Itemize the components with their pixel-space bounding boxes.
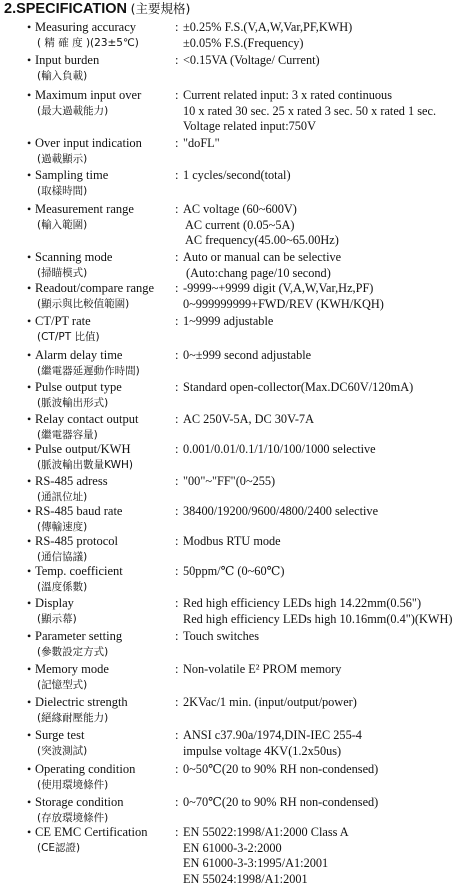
spec-value-line: "00"~"FF"(0~255) — [183, 474, 276, 488]
spec-value — [183, 314, 273, 330]
spec-value-line: EN 55024:1998/A1:2001 — [183, 871, 308, 886]
bullet-icon: • — [27, 168, 32, 182]
spec-colon: : — [175, 20, 179, 34]
spec-colon: : — [175, 53, 179, 67]
spec-value — [183, 88, 436, 135]
spec-value-line: (Auto:chang page/10 second) — [186, 265, 331, 280]
spec-label-en: Dielectric strength — [35, 695, 128, 709]
spec-label-zh: (記憶型式) — [37, 678, 88, 691]
spec-label-en: RS-485 adress — [35, 474, 108, 488]
spec-label — [35, 53, 99, 84]
spec-label-zh: (參數設定方式) — [37, 645, 109, 658]
spec-label — [35, 596, 77, 627]
spec-colon: : — [175, 250, 179, 264]
spec-value-line: "doFL" — [183, 136, 220, 150]
spec-value — [183, 728, 362, 759]
spec-colon: : — [175, 168, 179, 182]
spec-label-en: Relay contact output — [35, 412, 139, 426]
spec-value-line: 10 x rated 30 sec. 25 x rated 3 sec. 50 x rated 1 sec. — [183, 103, 437, 118]
spec-label-zh: (CE認證) — [37, 841, 81, 854]
spec-colon: : — [175, 474, 179, 488]
spec-label — [35, 564, 123, 595]
spec-value — [183, 442, 376, 458]
spec-value-line: 0~50℃(20 to 90% RH non-condensed) — [183, 762, 379, 776]
spec-label — [35, 250, 112, 281]
spec-label-en: Pulse output/KWH — [35, 442, 131, 456]
spec-label-zh: (通訊位址) — [37, 490, 88, 503]
spec-label-en: Storage condition — [35, 795, 124, 809]
spec-value — [183, 662, 341, 678]
spec-label-en: Temp. coefficient — [35, 564, 123, 578]
spec-value-line: 38400/19200/9600/4800/2400 selective — [183, 504, 379, 518]
spec-label — [35, 728, 87, 759]
spec-colon: : — [175, 136, 179, 150]
spec-label-zh: (顯示幕) — [37, 612, 77, 625]
spec-value — [183, 504, 378, 520]
spec-value-line: ANSI c37.90a/1974,DIN-IEC 255-4 — [183, 728, 362, 742]
spec-label — [35, 88, 141, 119]
bullet-icon: • — [27, 662, 32, 676]
spec-colon: : — [175, 662, 179, 676]
spec-value — [183, 474, 275, 490]
spec-value-line: Modbus RTU mode — [183, 534, 281, 548]
spec-label-en: RS-485 protocol — [35, 534, 118, 548]
spec-label-en: Sampling time — [35, 168, 109, 182]
spec-value — [183, 348, 311, 364]
bullet-icon: • — [27, 250, 32, 264]
spec-colon: : — [175, 795, 179, 809]
spec-value-line: AC frequency(45.00~65.00Hz) — [185, 233, 339, 247]
spec-value — [183, 412, 314, 428]
spec-label-zh: (過載顯示) — [37, 152, 88, 165]
spec-label-en: Scanning mode — [35, 250, 113, 264]
spec-colon: : — [175, 202, 179, 216]
section-subheading: (主要規格) — [130, 1, 191, 16]
spec-label — [35, 695, 128, 726]
spec-label-en: Input burden — [35, 53, 100, 67]
bullet-icon: • — [27, 596, 32, 610]
spec-label-en: Surge test — [35, 728, 85, 742]
spec-label-en: Parameter setting — [35, 629, 123, 643]
spec-value-line: ±0.25% F.S.(V,A,W,Var,PF,KWH) — [183, 20, 353, 34]
spec-value-line: Non-volatile E² PROM memory — [183, 662, 342, 676]
bullet-icon: • — [27, 53, 32, 67]
spec-label-zh: (傳輸速度) — [37, 520, 88, 533]
spec-value — [183, 281, 384, 312]
spec-value-line: 50ppm/℃ (0~60℃) — [183, 564, 285, 578]
spec-label — [35, 281, 154, 312]
spec-value-line: ±0.05% F.S.(Frequency) — [183, 35, 304, 50]
spec-value — [183, 564, 284, 580]
spec-value — [183, 695, 357, 711]
spec-colon: : — [175, 728, 179, 742]
spec-value — [183, 825, 349, 887]
spec-label-en: RS-485 baud rate — [35, 504, 123, 518]
spec-label — [35, 825, 147, 856]
bullet-icon: • — [27, 695, 32, 709]
bullet-icon: • — [27, 348, 32, 362]
bullet-icon: • — [27, 314, 32, 328]
spec-value-line: AC voltage (60~600V) — [183, 202, 297, 216]
spec-value — [183, 380, 413, 396]
spec-label-zh: (突波測試) — [37, 744, 88, 757]
spec-colon: : — [175, 564, 179, 578]
spec-label — [35, 629, 122, 660]
spec-label-zh: (存放環境條件) — [37, 811, 109, 824]
bullet-icon: • — [27, 136, 32, 150]
spec-colon: : — [175, 695, 179, 709]
section-heading: 2.SPECIFICATION — [4, 1, 127, 17]
spec-label-zh: (溫度係數) — [37, 580, 88, 593]
spec-value-line: Standard open-collector(Max.DC60V/120mA) — [183, 380, 414, 394]
bullet-icon: • — [27, 202, 32, 216]
spec-label-zh: (顯示與比較值範圍) — [37, 297, 130, 310]
spec-value-line: AC 250V-5A, DC 30V-7A — [183, 412, 314, 426]
spec-value-line: <0.15VA (Voltage/ Current) — [183, 53, 320, 67]
spec-label-en: Alarm delay time — [35, 348, 123, 362]
spec-colon: : — [175, 762, 179, 776]
bullet-icon: • — [27, 762, 32, 776]
bullet-icon: • — [27, 728, 32, 742]
spec-value — [183, 250, 341, 281]
spec-value-line: 0.001/0.01/0.1/1/10/100/1000 selective — [183, 442, 376, 456]
spec-value-line: EN 61000-3-2:2000 — [183, 840, 282, 855]
spec-label — [35, 474, 108, 505]
spec-value — [183, 596, 452, 627]
bullet-icon: • — [27, 825, 32, 839]
spec-value-line: Voltage related input:750V — [183, 119, 316, 133]
spec-label-en: Measurement range — [35, 202, 134, 216]
spec-label — [35, 504, 122, 535]
spec-label-zh: (最大過載能力) — [37, 104, 109, 117]
spec-colon: : — [175, 88, 179, 102]
spec-label — [35, 380, 122, 411]
spec-label-zh: (通信協議) — [37, 550, 88, 563]
spec-value-line: -9999~+9999 digit (V,A,W,Var,Hz,PF) — [183, 281, 374, 295]
spec-value-line: impulse voltage 4KV(1.2x50us) — [183, 743, 342, 758]
spec-value — [183, 762, 378, 778]
spec-label — [35, 348, 140, 379]
spec-value — [183, 534, 281, 550]
bullet-icon: • — [27, 504, 32, 518]
spec-label-zh: (掃瞄模式) — [37, 266, 88, 279]
spec-label — [35, 412, 138, 443]
spec-value — [183, 202, 339, 249]
spec-label — [35, 20, 139, 51]
spec-label-zh: (絕緣耐壓能力) — [37, 711, 109, 724]
spec-label-zh: (輸入負載) — [37, 69, 88, 82]
spec-value-line: Red high efficiency LEDs high 14.22mm(0.56") — [183, 596, 422, 610]
spec-label-en: Maximum input over — [35, 88, 142, 102]
spec-value-line: 2KVac/1 min. (input/output/power) — [183, 695, 357, 709]
spec-colon: : — [175, 596, 179, 610]
spec-label-zh: (使用環境條件) — [37, 778, 109, 791]
bullet-icon: • — [27, 281, 32, 295]
spec-label-en: Memory mode — [35, 662, 109, 676]
spec-label-en: Operating condition — [35, 762, 136, 776]
spec-label — [35, 795, 124, 826]
spec-value-line: 1~9999 adjustable — [183, 314, 274, 328]
spec-label — [35, 662, 109, 693]
spec-label-zh: (脈波輸出形式) — [37, 396, 109, 409]
spec-value — [183, 629, 259, 645]
spec-label-zh: (取樣時間) — [37, 184, 88, 197]
spec-label — [35, 168, 108, 199]
spec-value-line: Current related input: 3 x rated continuous — [183, 88, 392, 102]
spec-colon: : — [175, 281, 179, 295]
spec-label-zh: (繼電器容量) — [37, 428, 98, 441]
spec-label-en: Pulse output type — [35, 380, 122, 394]
spec-label-zh: (輸入範圍) — [37, 218, 88, 231]
bullet-icon: • — [27, 534, 32, 548]
spec-value — [183, 168, 291, 184]
spec-label-en: CT/PT rate — [35, 314, 91, 328]
spec-label — [35, 202, 134, 233]
spec-value-line: 0~70℃(20 to 90% RH non-condensed) — [183, 795, 379, 809]
spec-colon: : — [175, 380, 179, 394]
spec-value — [183, 20, 352, 51]
spec-value-line: EN 55022:1998/A1:2000 Class A — [183, 825, 349, 839]
spec-colon: : — [175, 412, 179, 426]
spec-colon: : — [175, 504, 179, 518]
spec-value-line: Touch switches — [183, 629, 259, 643]
spec-colon: : — [175, 348, 179, 362]
bullet-icon: • — [27, 88, 32, 102]
spec-label-en: CE EMC Certification — [35, 825, 148, 839]
spec-label — [35, 762, 135, 793]
spec-label-zh: (CT/PT 比值) — [37, 330, 100, 343]
spec-value-line: 1 cycles/second(total) — [183, 168, 291, 182]
spec-label — [35, 314, 100, 345]
spec-value-line: Red high efficiency LEDs high 10.16mm(0.4")(KWH) — [183, 611, 453, 626]
spec-value-line: 0~±999 second adjustable — [183, 348, 312, 362]
spec-label-zh: (繼電器延遲動作時間) — [37, 364, 140, 377]
spec-colon: : — [175, 314, 179, 328]
section-title — [4, 0, 190, 18]
bullet-icon: • — [27, 380, 32, 394]
spec-label-en: Over input indication — [35, 136, 142, 150]
spec-label-en: Display — [35, 596, 74, 610]
spec-value-line: Auto or manual can be selective — [183, 250, 342, 264]
spec-colon: : — [175, 442, 179, 456]
bullet-icon: • — [27, 564, 32, 578]
spec-value-line: 0~999999999+FWD/REV (KWH/KQH) — [183, 296, 384, 311]
bullet-icon: • — [27, 474, 32, 488]
spec-label-en: Measuring accuracy — [35, 20, 136, 34]
spec-value-line: EN 61000-3-3:1995/A1:2001 — [183, 856, 329, 870]
bullet-icon: • — [27, 795, 32, 809]
spec-label — [35, 136, 142, 167]
spec-colon: : — [175, 825, 179, 839]
spec-colon: : — [175, 629, 179, 643]
bullet-icon: • — [27, 20, 32, 34]
spec-value-line: AC current (0.05~5A) — [185, 217, 295, 232]
bullet-icon: • — [27, 442, 32, 456]
spec-label-zh: (脈波輸出數量KWH) — [37, 458, 133, 471]
spec-value — [183, 53, 320, 69]
spec-value — [183, 795, 378, 811]
spec-label-en: Readout/compare range — [35, 281, 155, 295]
spec-colon: : — [175, 534, 179, 548]
spec-label-zh: ( 精 確 度 )(23±5℃) — [37, 36, 139, 49]
spec-label — [35, 442, 133, 473]
bullet-icon: • — [27, 412, 32, 426]
spec-label — [35, 534, 118, 565]
spec-value — [183, 136, 220, 152]
bullet-icon: • — [27, 629, 32, 643]
